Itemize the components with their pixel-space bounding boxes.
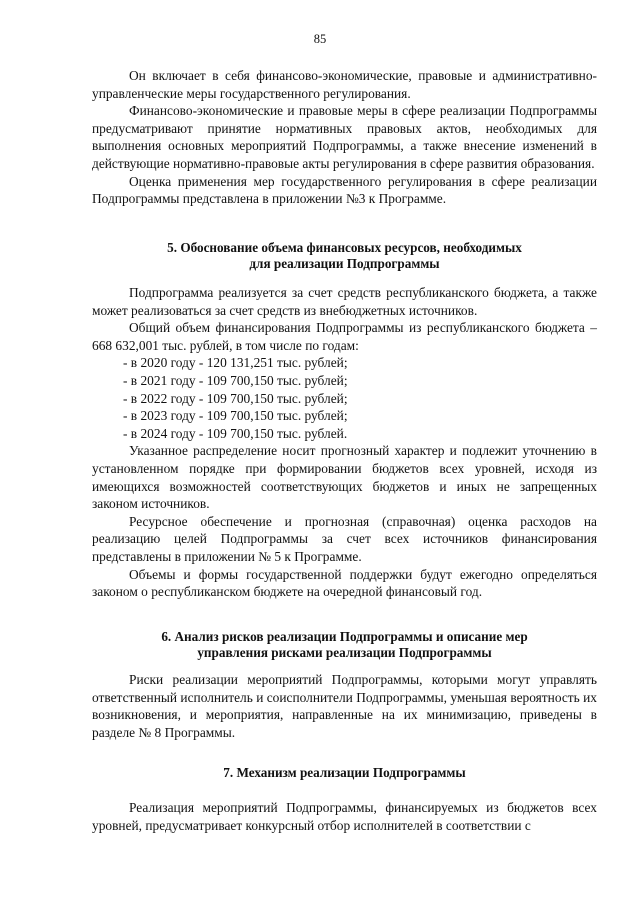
paragraph: Реализация мероприятий Подпрограммы, финансируемых из бюджетов всех уровней, предусматривает конкурсный отбор исполнителей в соответствии с (92, 800, 597, 833)
section-title: 5. Обоснование объема финансовых ресурсов, необходимых (167, 240, 522, 255)
section-6-body (92, 671, 597, 741)
paragraph: Общий объем финансирования Подпрограммы из республиканского бюджета – 668 632,001 тыс. рублей, в том числе по годам: (92, 320, 597, 353)
list-item: - в 2024 году - 109 700,150 тыс. рублей. (123, 425, 348, 441)
list-item: - в 2021 году - 109 700,150 тыс. рублей; (123, 372, 348, 388)
paragraph: Риски реализации мероприятий Подпрограммы, которыми могут управлять ответственный исполнитель и соисполнители Подпрограммы, уменьшая вероятность их возникновения, и мероприятия, направленные на их минимизацию, приведены в разделе № 8 Программы. (92, 672, 597, 740)
intro-text (92, 67, 597, 208)
paragraph: Ресурсное обеспечение и прогнозная (справочная) оценка расходов на реализацию целей Подпрограммы за счет всех источников финансирования представлены в приложении № 5 к Программе. (92, 513, 597, 564)
list-item: - в 2023 году - 109 700,150 тыс. рублей; (123, 408, 348, 424)
section-title: для реализации Подпрограммы (249, 256, 440, 271)
list-item: - в 2020 году - 120 131,251 тыс. рублей; (123, 355, 348, 371)
paragraph: Подпрограмма реализуется за счет средств республиканского бюджета, а также может реализоваться за счет средств из внебюджетных источников. (92, 285, 597, 318)
page-number: 85 (313, 32, 327, 46)
section-title: 6. Анализ рисков реализации Подпрограммы и описание мер (161, 629, 528, 644)
section-5-heading (92, 240, 597, 272)
section-5-body (92, 284, 597, 601)
section-6-heading (92, 629, 597, 661)
section-7-heading (92, 765, 597, 781)
paragraph: Оценка применения мер государственного регулирования в сфере реализации Подпрограммы представлена в приложении №3 к Программе. (92, 173, 597, 207)
section-7-body (92, 799, 597, 834)
section-title: 7. Механизм реализации Подпрограммы (223, 765, 466, 780)
list-item: - в 2022 году - 109 700,150 тыс. рублей; (123, 390, 348, 406)
paragraph: Финансово-экономические и правовые меры в сфере реализации Подпрограммы предусматривают принятие нормативных правовых актов, необходимых для выполнения основных мероприятий Подпрограммы, а также внесение изменений в действующие нормативно-правовые акты регулирования в сфере развития образования. (92, 103, 597, 171)
paragraph: Указанное распределение носит прогнозный характер и подлежит уточнению в установленном порядке при формировании бюджетов всех уровней, исходя из имеющихся возможностей соответствующих бюджетов и иных не запрещенных законом источников. (92, 443, 597, 512)
paragraph: Объемы и формы государственной поддержки будут ежегодно определяться законом о республиканском бюджете на очередной финансовый год. (92, 566, 597, 600)
paragraph: Он включает в себя финансово-экономические, правовые и административно-управленческие меры государственного регулирования. (92, 68, 597, 101)
section-title: управления рисками реализации Подпрограммы (197, 645, 492, 660)
